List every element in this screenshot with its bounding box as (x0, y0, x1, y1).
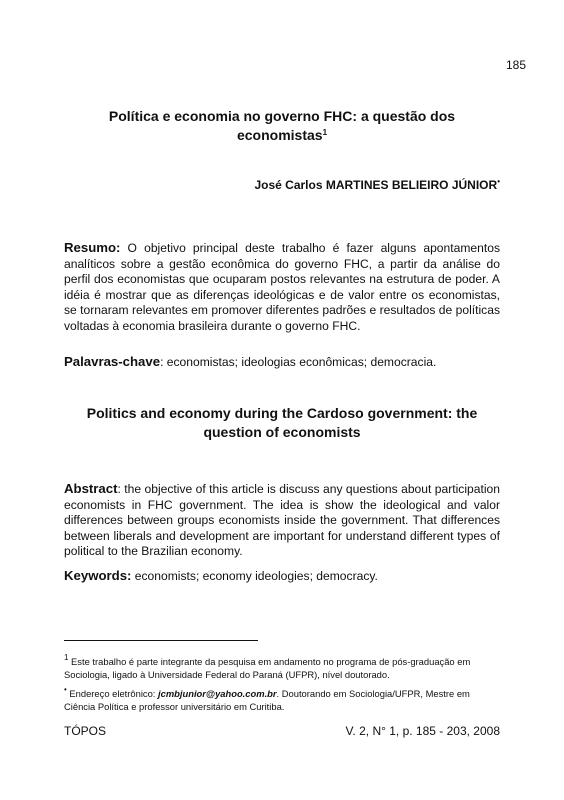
resumo-text: O objetivo principal deste trabalho é fazer alguns apontamentos analíticos sobre a gestão econômica do governo FHC, a partir da análise do perfil dos economistas que ocuparam postos relevantes na estrutura de poder. A idéia é mostrar que as diferenças ideológicas e de valor entre os economistas, se tornaram relevantes em promover diferentes padrões e resultados de políticas voltadas à economia brasileira durante o governo FHC. (64, 241, 500, 333)
journal-name: TÓPOS (64, 724, 107, 738)
footnote-2-prefix: Endereço eletrônico: (66, 688, 159, 699)
footnote-2 (64, 685, 500, 713)
footnote-1-text: Este trabalho é parte integrante da pesquisa em andamento no programa de pós-graduação em Sociologia, ligado à Universidade Federal do Paraná (UFPR), nível doutorado. (64, 656, 471, 680)
author-footnote-mark: • (497, 177, 500, 186)
article-title-english: Politics and economy during the Cardoso government: the question of economists (86, 405, 478, 440)
keywords-text: economists; economy ideologies; democracy. (131, 569, 378, 583)
keywords-label: Keywords: (64, 568, 132, 583)
footnote-1 (64, 653, 500, 681)
page-number: 185 (505, 58, 526, 72)
footnote-2-suffix: . Doutorando em Sociologia/UFPR, Mestre em Ciência Política e professor universitário em Curitiba. (64, 688, 470, 712)
palavras-chave-label: Palavras-chave (64, 354, 161, 369)
author-email[interactable]: jcmbjunior@yahoo.com.br (158, 688, 277, 699)
title-pt-text: Política e economia no governo FHC: a questão dos economistas (108, 108, 456, 143)
footnote-divider (64, 640, 258, 641)
abstract-label: Abstract (64, 481, 118, 496)
palavras-chave-text: : economistas; ideologias econômicas; democracia. (160, 355, 437, 369)
footnote-2-mark: • (64, 685, 67, 694)
abstract-text: : the objective of this article is discuss any questions about participation economists in FHC government. The idea is show the ideological and valor differences between groups economists inside the government. That differences between liberals and development are important for understand different types of political to the Brazilian economy. (64, 482, 500, 558)
author-name: José Carlos MARTINES BELIEIRO JÚNIOR (254, 178, 498, 192)
citation-info: V. 2, N° 1, p. 185 - 203, 2008 (345, 724, 500, 738)
author-line (254, 178, 500, 192)
footnote-1-mark: 1 (64, 653, 69, 662)
resumo-label: Resumo: (64, 240, 121, 255)
article-title-portuguese (64, 107, 500, 145)
palavras-chave-line (64, 354, 500, 370)
title-footnote-mark: 1 (322, 128, 328, 137)
resumo-paragraph (64, 240, 500, 334)
keywords-line (64, 568, 500, 584)
abstract-paragraph (64, 481, 500, 560)
